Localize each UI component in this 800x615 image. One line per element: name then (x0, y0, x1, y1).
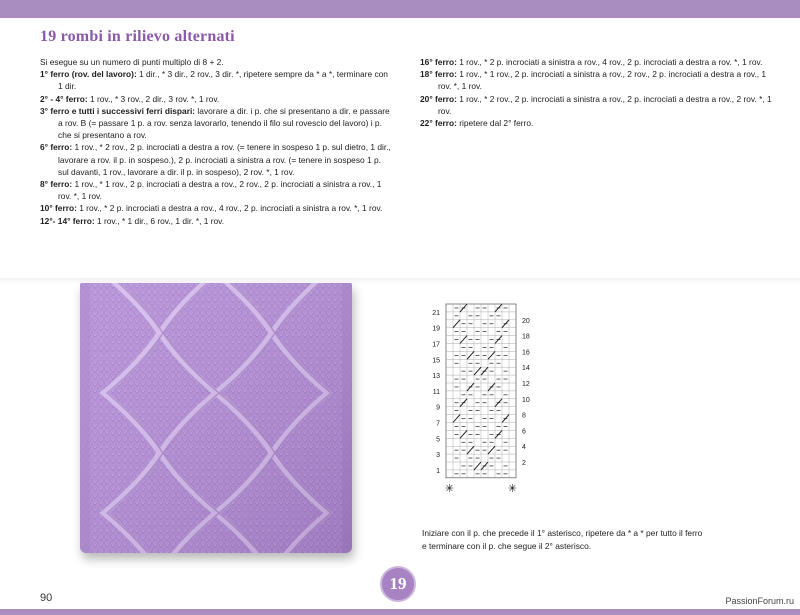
row-label: 16° ferro: (420, 57, 457, 67)
chart-row-number-right: 4 (522, 444, 526, 452)
bottom-color-bar (0, 609, 800, 615)
chart-row-number-left: 17 (432, 341, 440, 349)
row-label: 18° ferro: (420, 69, 457, 80)
instruction-row (40, 202, 392, 214)
instruction-list-right (420, 56, 780, 129)
row-label: 6° ferro: (40, 142, 73, 153)
chart-row-number-right: 14 (522, 365, 530, 373)
instruction-row (40, 105, 392, 142)
row-label: 3° ferro e tutti i successivi ferri dispari: (40, 105, 196, 116)
instruction-list-left (40, 68, 392, 227)
instruction-row (420, 56, 780, 68)
chart-row-number-right: 16 (522, 349, 530, 357)
row-label: 22° ferro: (420, 118, 457, 129)
chart-grid-svg (415, 296, 545, 496)
row-text: 1 rov., * 1 rov., 2 p. incrociati a sinistra a rov., 2 rov., 2 p. incrociati a destra a rov., 1 rov. *, 1 rov. (438, 69, 767, 92)
instructions-left-column (40, 56, 392, 227)
chart-row-number-right: 20 (522, 317, 530, 325)
row-text: 1 rov., * 1 rov., 2 p. incrociati a destra a rov., 2 rov., 2 p. incrociati a sinistra a rov., 1 rov. *, 1 rov. (58, 179, 382, 202)
footnote-line-2: e terminare con il p. che segue il 2° asterisco. (422, 541, 592, 551)
chart-row-number-right: 10 (522, 396, 530, 404)
row-label: 10° ferro: (40, 203, 77, 214)
row-text: ripetere dal 2° ferro. (456, 118, 534, 129)
footnote-line-1: Iniziare con il p. che precede il 1° asterisco, ripetere da * a * per tutto il ferro (422, 528, 703, 538)
row-text: 1 rov., * 3 rov., 2 dir., 3 rov. *, 1 rov. (87, 93, 220, 104)
row-text: 1 dir., * 3 dir., 2 rov., 3 dir. *, ripetere sempre da * a *, terminare con 1 dir. (58, 69, 388, 92)
intro-text: Si esegue su un numero di punti multiplo di 8 + 2. (40, 57, 224, 67)
chart-row-number-right: 6 (522, 428, 526, 436)
row-label: 2° - 4° ferro: (40, 93, 88, 104)
row-label: 12°- 14° ferro: (40, 215, 95, 226)
instruction-row (40, 215, 392, 227)
chart-row-number-left: 9 (436, 404, 440, 412)
row-text: 1 rov., * 2 p. incrociati a sinistra a rov., 4 rov., 2 p. incrociati a destra a rov. *, 1 rov. (456, 57, 763, 67)
chart-row-number-left: 15 (432, 357, 440, 365)
chart-row-number-left: 11 (432, 388, 440, 396)
asterisk-marker: ✳ (444, 481, 455, 495)
instruction-row (40, 178, 392, 202)
chart-row-number-left: 21 (432, 309, 440, 317)
knit-texture-image (80, 283, 352, 553)
instruction-row (420, 117, 780, 129)
chart-row-number-left: 7 (436, 420, 440, 428)
asterisk-marker: ✳ (507, 481, 518, 495)
chart-footnote (422, 527, 782, 553)
top-color-bar (0, 0, 800, 18)
chart-row-number-left: 13 (432, 373, 440, 381)
pattern-number-badge: 19 (380, 566, 416, 602)
row-label: 20° ferro: (420, 93, 457, 104)
row-text: lavorare a dir. i p. che si presentano a dir. e passare a rov. B (= passare 1 p. a rov. senza lavorarlo, tenendo il filo sul rovescio del lavoro) i p. che si presentano a rov. (58, 105, 390, 141)
chart-row-number-right: 12 (522, 381, 530, 388)
chart-row-number-right: 18 (522, 333, 530, 341)
knitted-swatch-photo (80, 283, 352, 553)
page-title: 19 rombi in rilievo alternati (40, 28, 235, 45)
row-text: 1 rov., * 1 dir., 6 rov., 1 dir. *, 1 rov. (94, 215, 225, 226)
watermark: PassionForum.ru (725, 596, 794, 606)
knitting-chart (415, 296, 545, 496)
chart-row-number-left: 1 (436, 467, 440, 475)
instruction-row (420, 93, 780, 117)
chart-row-number-left: 3 (436, 452, 440, 460)
chart-row-number-left: 5 (436, 436, 440, 444)
instructions-right-column (420, 56, 780, 129)
instruction-row (40, 68, 392, 92)
instruction-row (40, 141, 392, 178)
row-label: 8° ferro: (40, 179, 73, 190)
row-text: 1 rov., * 2 p. incrociati a destra a rov., 4 rov., 2 p. incrociati a sinistra a rov. *, 1 rov. (76, 203, 383, 214)
chart-row-number-right: 2 (522, 460, 526, 467)
chart-row-number-left: 19 (432, 325, 440, 333)
instruction-row (420, 68, 780, 92)
instruction-row (40, 93, 392, 105)
row-label: 1° ferro (rov. del lavoro): (40, 69, 137, 80)
row-text: 1 rov., * 2 rov., 2 p. incrociati a destra a rov. (= tenere in sospeso 1 p. sul dietro, 1 dir., lavorare a rov. il p. in sospeso.), 2 p. incrociati a sinistra a rov. (= tenere in sospeso 1 p. sul davanti, 1 rov., lavorare a dir. il p. in sospeso), 2 rov. *, 1 rov. (58, 142, 391, 177)
chart-row-number-right: 8 (522, 412, 526, 420)
page-number: 90 (40, 592, 53, 604)
row-text: 1 rov., * 2 rov., 2 p. incrociati a sinistra a rov., 2 p. incrociati a destra a rov., 2 rov. *, 1 rov. (438, 93, 772, 116)
